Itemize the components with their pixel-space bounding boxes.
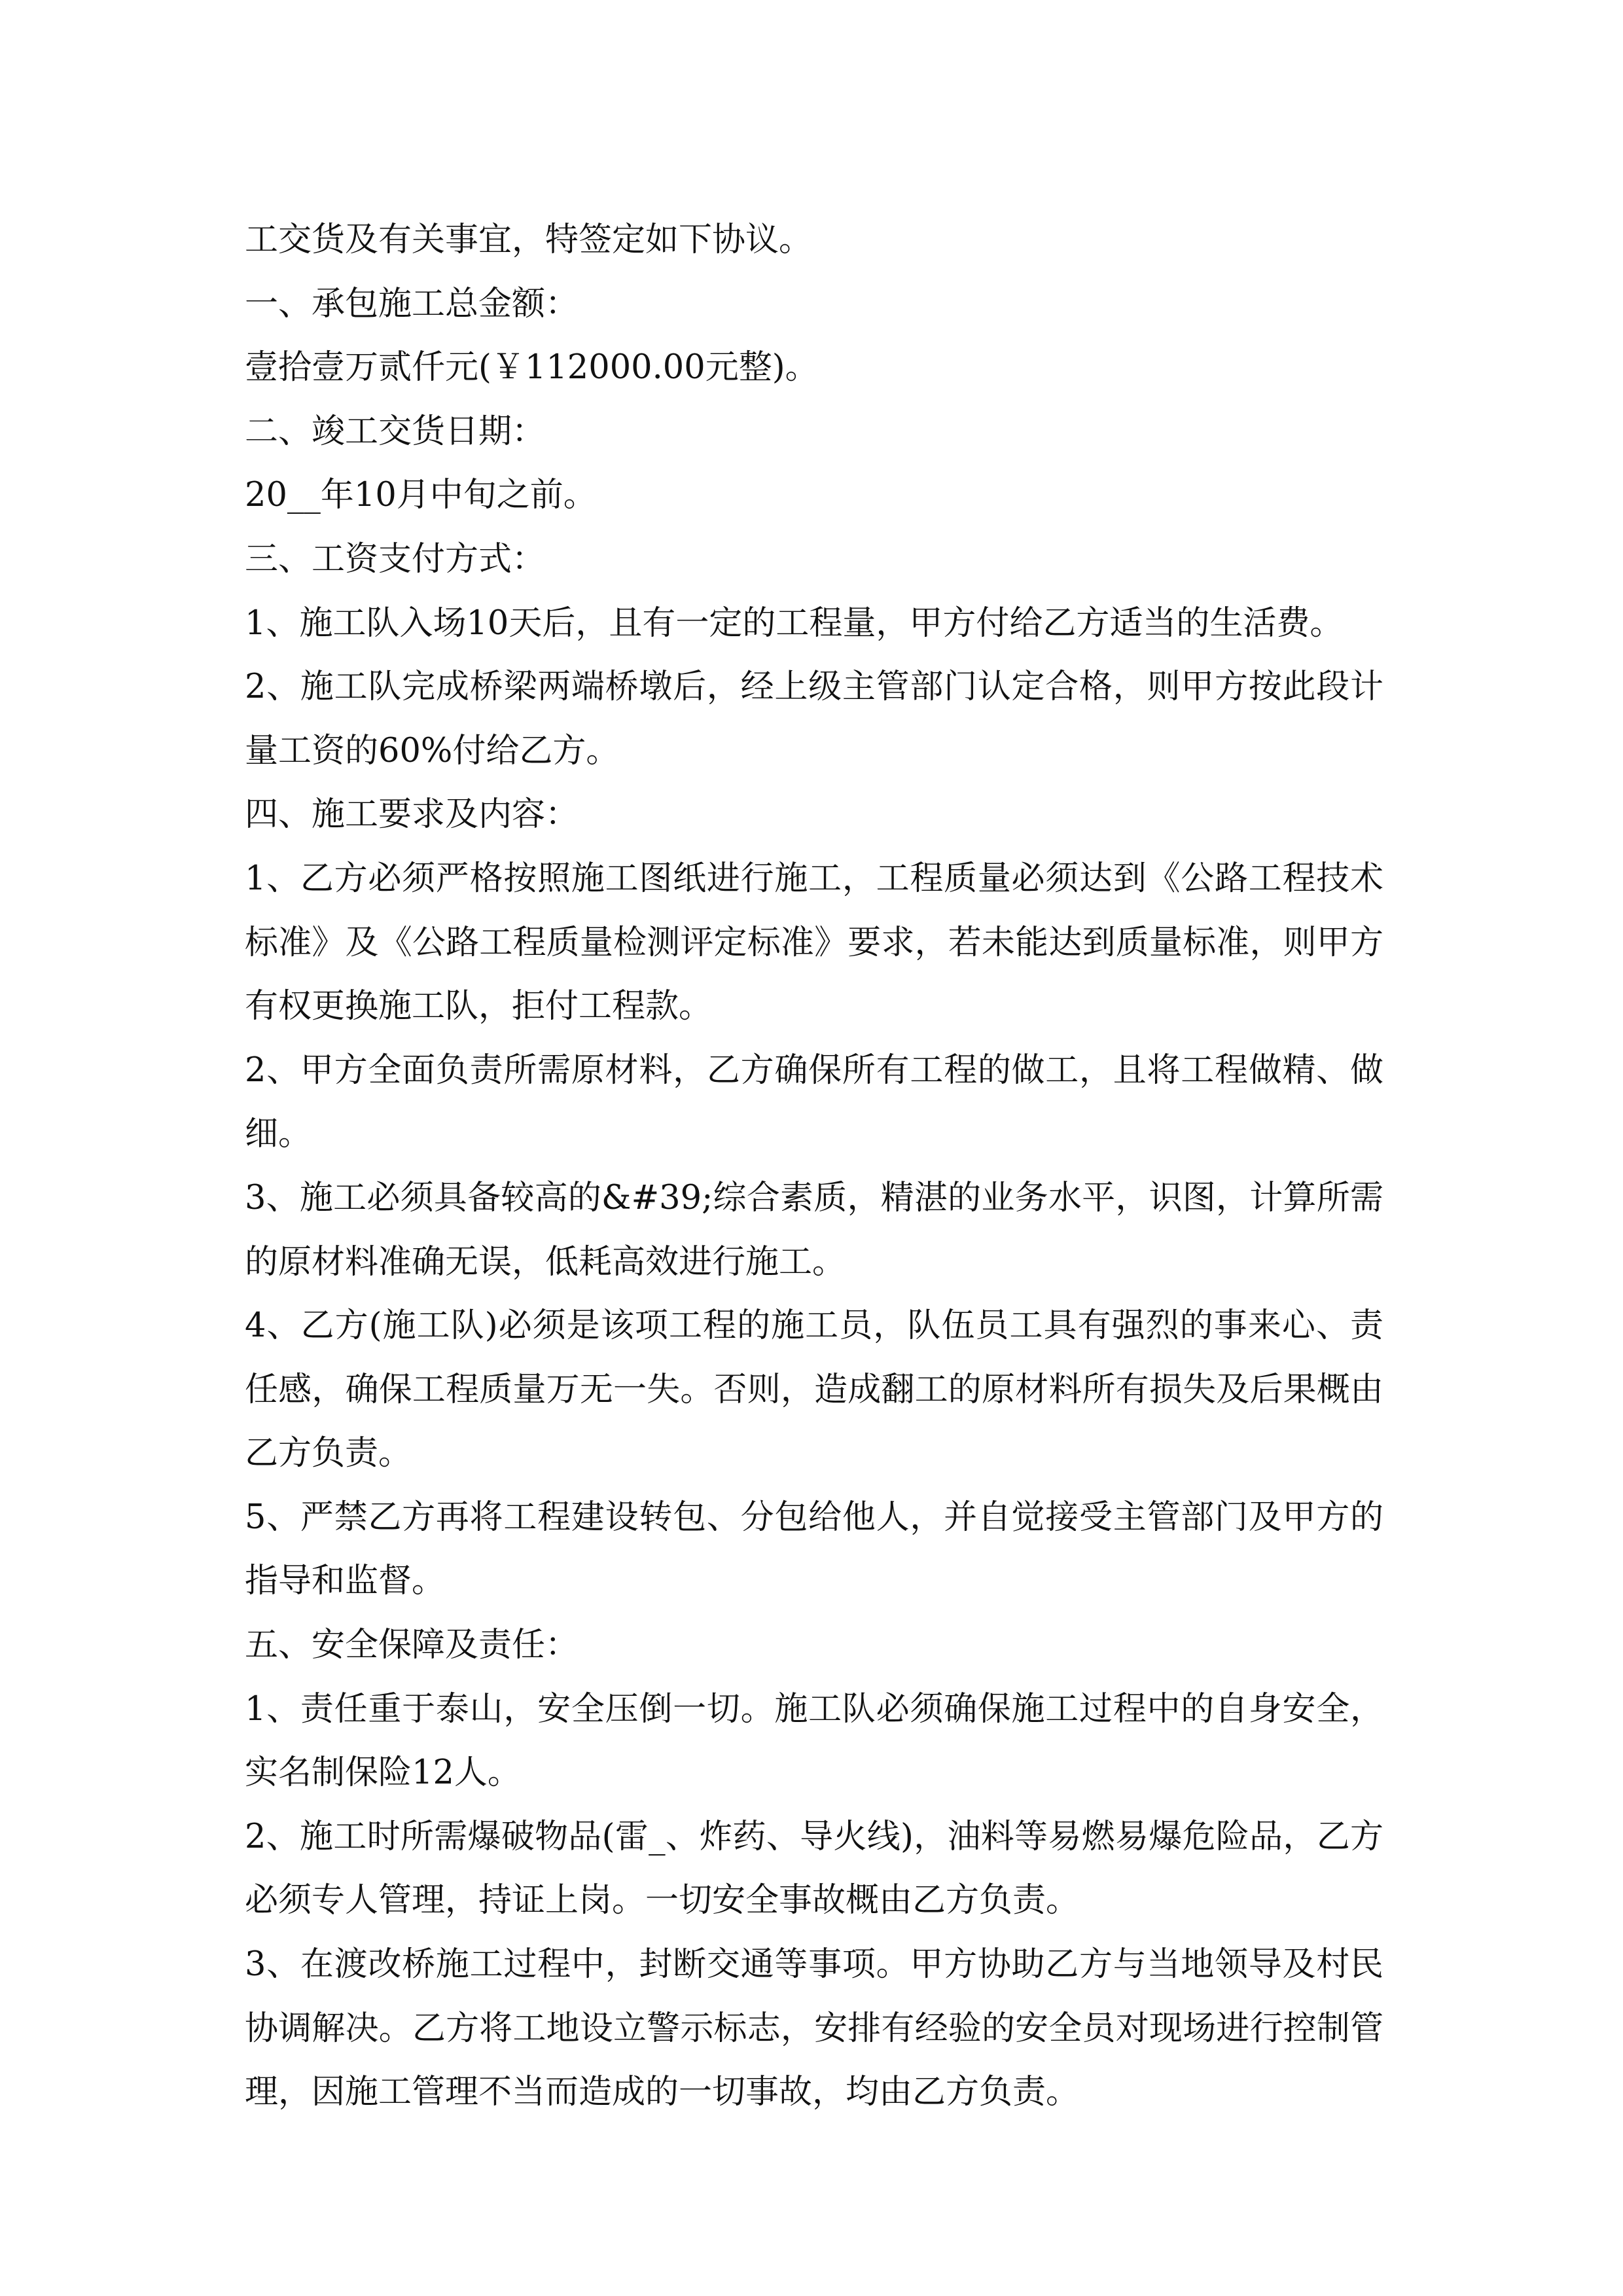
paragraph-requirement-4: 4、乙方(施工队)必须是该项工程的施工员，队伍员工具有强烈的事来心、责任感，确保工程质量万无一失。否则，造成翻工的原材料所有损失及后果概由乙方负责。 (245, 1306, 1383, 1473)
paragraph-payment-2: 2、施工队完成桥梁两端桥墩后，经上级主管部门认定合格，则甲方按此段计量工资的60%付给乙方。 (245, 668, 1383, 770)
heading-payment-method: 三、工资支付方式： (245, 539, 546, 579)
paragraph-amount: 壹拾壹万贰仟元(￥112000.00元整)。 (245, 348, 819, 387)
paragraph-safety-1: 1、责任重于泰山，安全压倒一切。施工队必须确保施工过程中的自身安全，实名制保险12人。 (245, 1689, 1383, 1793)
heading-safety: 五、安全保障及责任： (245, 1626, 579, 1665)
paragraph-payment-1: 1、施工队入场10天后，且有一定的工程量，甲方付给乙方适当的生活费。 (245, 603, 1344, 643)
heading-requirements: 四、施工要求及内容： (245, 795, 579, 834)
paragraph-requirement-5: 5、严禁乙方再将工程建设转包、分包给他人，并自觉接受主管部门及甲方的指导和监督。 (245, 1498, 1383, 1601)
paragraph-requirement-1: 1、乙方必须严格按照施工图纸进行施工，工程质量必须达到《公路工程技术标准》及《公路工程质量检测评定标准》要求，若未能达到质量标准，则甲方有权更换施工队，拒付工程款。 (245, 859, 1383, 1026)
heading-delivery-date: 二、竣工交货日期： (245, 412, 546, 451)
paragraph-delivery-date: 20__年10月中旬之前。 (245, 476, 597, 515)
paragraph-intro: 工交货及有关事宜，特签定如下协议。 (245, 221, 813, 259)
heading-contract-amount: 一、承包施工总金额： (245, 284, 579, 323)
document-body (245, 208, 1383, 2125)
paragraph-safety-3: 3、在渡改桥施工过程中，封断交通等事项。甲方协助乙方与当地领导及村民协调解决。乙方将工地设立警示标志，安排有经验的安全员对现场进行控制管理，因施工管理不当而造成的一切事故，均由乙方负责。 (245, 1945, 1383, 2112)
paragraph-requirement-2: 2、甲方全面负责所需原材料，乙方确保所有工程的做工，且将工程做精、做细。 (245, 1050, 1383, 1154)
paragraph-requirement-3: 3、施工必须具备较高的&#39;综合素质，精湛的业务水平，识图，计算所需的原材料准确无误，低耗高效进行施工。 (245, 1178, 1383, 1282)
paragraph-safety-2: 2、施工时所需爆破物品(雷_、炸药、导火线)，油料等易燃易爆危险品，乙方必须专人管理，持证上岗。一切安全事故概由乙方负责。 (245, 1817, 1383, 1920)
